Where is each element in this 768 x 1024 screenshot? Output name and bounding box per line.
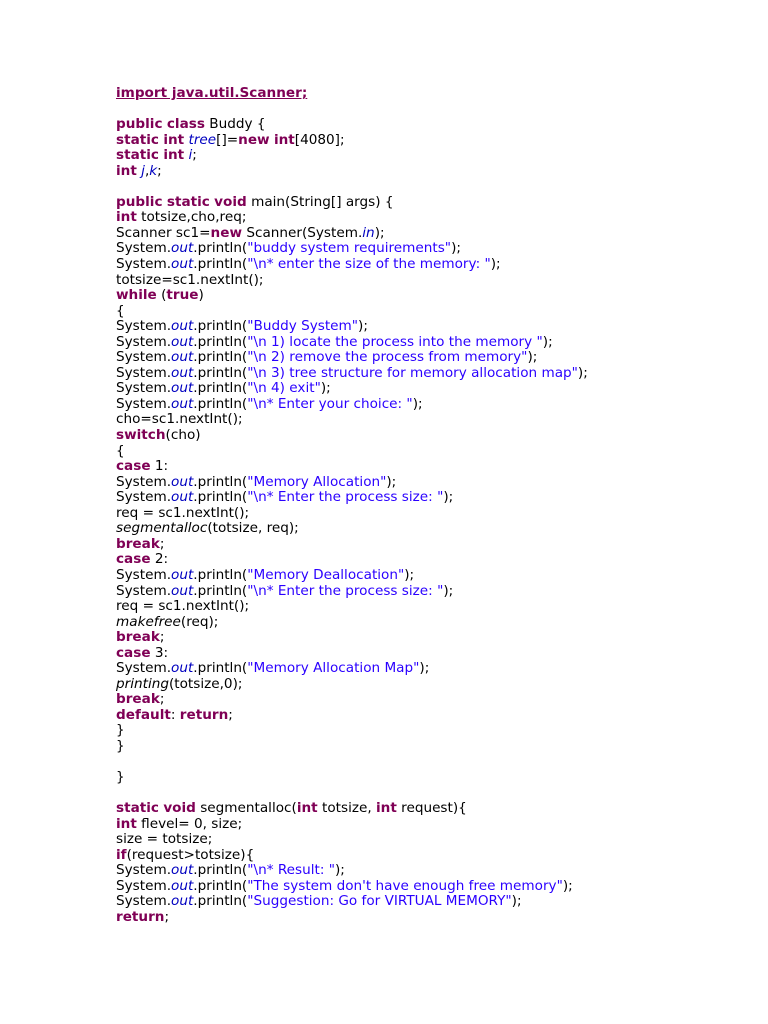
code-token: (cho)	[165, 427, 201, 444]
code-token: return	[179, 706, 229, 723]
code-token: System.	[116, 395, 172, 412]
code-token: i	[188, 147, 193, 164]
code-token: totsize,	[317, 800, 376, 817]
code-line	[116, 568, 736, 584]
code-line	[116, 615, 736, 631]
code-token: );	[443, 489, 454, 506]
code-token: ;	[157, 162, 162, 179]
code-token: static	[116, 800, 159, 817]
code-token: static	[116, 147, 159, 164]
code-line	[116, 226, 736, 242]
code-token: {	[116, 302, 125, 319]
code-token: break	[116, 535, 160, 552]
code-token: int	[163, 147, 185, 164]
code-token: .println(	[193, 566, 248, 583]
code-line	[116, 133, 736, 149]
code-token: in	[362, 224, 375, 241]
code-token: Scanner sc1=	[116, 224, 211, 241]
code-line	[116, 195, 736, 211]
code-token: 3:	[150, 644, 169, 661]
code-line	[116, 708, 736, 724]
code-token: );	[542, 333, 553, 350]
code-token: (totsize, req);	[207, 520, 299, 537]
code-token: "\n* Enter your choice: "	[247, 395, 413, 412]
code-line	[116, 661, 736, 677]
code-token: out	[171, 318, 194, 335]
code-line	[116, 723, 736, 739]
code-token: );	[577, 364, 588, 381]
code-line	[116, 397, 736, 413]
code-token: out	[171, 333, 194, 350]
code-token: default	[116, 706, 171, 723]
code-token: );	[386, 473, 397, 490]
code-token: }	[116, 722, 125, 739]
code-token: );	[412, 395, 423, 412]
code-token: true	[166, 287, 199, 304]
code-token: .println(	[193, 364, 248, 381]
code-line	[116, 692, 736, 708]
code-line	[116, 319, 736, 335]
code-listing	[116, 86, 736, 926]
code-token: return	[116, 908, 165, 925]
code-token: "\n* Enter the process size: "	[247, 489, 444, 506]
code-token: int	[116, 162, 137, 179]
code-token: break	[116, 629, 160, 646]
code-token: void	[163, 800, 196, 817]
code-token: );	[490, 256, 501, 273]
code-token: req = sc1.nextInt();	[116, 598, 250, 615]
code-token: );	[511, 893, 522, 910]
code-token: if	[116, 846, 127, 863]
code-token: j	[141, 162, 145, 179]
code-token: new	[238, 131, 270, 148]
code-token: .println(	[193, 473, 248, 490]
code-token: ,	[144, 162, 150, 179]
code-token: );	[374, 224, 385, 241]
code-token: import java.util.Scanner;	[116, 85, 308, 101]
code-token: out	[171, 566, 194, 583]
code-token: System.	[116, 380, 172, 397]
code-line	[116, 366, 736, 382]
code-line	[116, 584, 736, 600]
code-line	[116, 350, 736, 366]
code-token: int	[116, 209, 137, 226]
code-line	[116, 552, 736, 568]
code-token: req = sc1.nextInt();	[116, 504, 250, 521]
code-line	[116, 412, 736, 428]
code-token: System.	[116, 333, 172, 350]
code-token: while	[116, 287, 157, 304]
blank-line	[116, 179, 736, 195]
code-token: System.	[116, 240, 172, 257]
code-line	[116, 801, 736, 817]
code-token: "\n 2) remove the process from memory"	[247, 349, 528, 366]
code-token: System.	[116, 582, 172, 599]
code-line	[116, 475, 736, 491]
code-token: out	[171, 862, 194, 879]
code-token: []=	[216, 131, 239, 148]
code-token: out	[171, 473, 194, 490]
code-token: case	[116, 458, 151, 475]
code-token: static	[166, 193, 210, 210]
code-token: size = totsize;	[116, 831, 213, 848]
code-token: }	[116, 737, 125, 754]
code-token: int	[376, 800, 397, 817]
code-token: .println(	[193, 333, 248, 350]
code-token: out	[171, 364, 194, 381]
code-token: [4080];	[294, 131, 345, 148]
code-token: );	[419, 660, 430, 677]
code-token: )	[198, 287, 204, 304]
code-token: out	[171, 877, 194, 894]
code-line	[116, 241, 736, 257]
code-token: "\n 4) exit"	[247, 380, 321, 397]
code-token: makefree	[116, 613, 181, 630]
code-token: public	[116, 193, 163, 210]
code-token: System.	[116, 566, 172, 583]
code-token: .println(	[193, 380, 248, 397]
code-token: out	[171, 395, 194, 412]
code-token: int	[163, 131, 185, 148]
code-token: k	[149, 162, 158, 179]
code-line	[116, 335, 736, 351]
code-token: switch	[116, 427, 166, 444]
code-token: .println(	[193, 318, 248, 335]
code-token: Buddy {	[204, 116, 266, 133]
code-token: int	[296, 800, 318, 817]
code-token: System.	[116, 349, 172, 366]
code-token: System.	[116, 364, 172, 381]
code-token: "buddy system requirements"	[247, 240, 452, 257]
code-token: (totsize,0);	[168, 675, 243, 692]
code-line	[116, 459, 736, 475]
code-token: );	[404, 566, 415, 583]
code-line	[116, 257, 736, 273]
code-token: System.	[116, 318, 172, 335]
code-line	[116, 599, 736, 615]
code-token: .println(	[193, 862, 248, 879]
code-token: out	[171, 380, 194, 397]
code-token: out	[171, 349, 194, 366]
code-token: }	[116, 769, 125, 786]
code-token: void	[214, 193, 247, 210]
code-token: out	[171, 256, 194, 273]
code-token: class	[166, 116, 205, 133]
code-token: ;	[228, 706, 233, 723]
code-token: flevel= 0, size;	[136, 815, 243, 832]
code-token: );	[320, 380, 331, 397]
code-line	[116, 521, 736, 537]
code-token: .println(	[193, 582, 248, 599]
code-token: ;	[159, 629, 165, 646]
code-token: out	[171, 489, 194, 506]
code-token: case	[116, 551, 151, 568]
code-token: "Buddy System"	[247, 318, 359, 335]
code-line	[116, 630, 736, 646]
code-line	[116, 381, 736, 397]
code-line	[116, 910, 736, 926]
code-token: System.	[116, 862, 172, 879]
blank-line	[116, 102, 736, 118]
code-token: );	[527, 349, 538, 366]
code-token: totsize=sc1.nextInt();	[116, 271, 264, 288]
code-line	[116, 863, 736, 879]
code-token: ;	[159, 691, 165, 708]
code-token: );	[334, 862, 345, 879]
code-line	[116, 817, 736, 833]
code-token: "\n* Result: "	[247, 862, 335, 879]
code-token: .println(	[193, 240, 248, 257]
code-token: "\n 1) locate the process into the memory "	[247, 333, 543, 350]
code-token: ;	[159, 535, 165, 552]
code-token: System.	[116, 489, 172, 506]
code-line	[116, 894, 736, 910]
code-token: "Memory Deallocation"	[247, 566, 405, 583]
code-token: totsize,cho,req;	[136, 209, 247, 226]
code-token: System.	[116, 473, 172, 490]
code-token: "Memory Allocation"	[247, 473, 387, 490]
code-token: out	[171, 660, 194, 677]
code-token: (request>totsize){	[126, 846, 255, 863]
code-token: case	[116, 644, 151, 661]
code-line	[116, 739, 736, 755]
code-token: out	[171, 582, 194, 599]
code-line	[116, 148, 736, 164]
code-token: .println(	[193, 349, 248, 366]
code-token: ;	[192, 147, 197, 164]
code-line	[116, 677, 736, 693]
code-token: .println(	[193, 877, 248, 894]
code-token: out	[171, 893, 194, 910]
code-token: "The system don't have enough free memory"	[247, 877, 563, 894]
code-token: segmentalloc(	[195, 800, 297, 817]
code-token: );	[358, 318, 368, 335]
code-token: Scanner(System.	[242, 224, 363, 241]
code-token: :	[170, 706, 180, 723]
code-token: break	[116, 691, 160, 708]
code-token: int	[116, 815, 137, 832]
code-token: );	[443, 582, 454, 599]
code-line	[116, 770, 736, 786]
code-line	[116, 879, 736, 895]
code-token: out	[171, 240, 194, 257]
code-line	[116, 304, 736, 320]
blank-line	[116, 755, 736, 771]
code-token: (req);	[180, 613, 219, 630]
code-token: (	[156, 287, 167, 304]
code-token: System.	[116, 877, 172, 894]
code-line	[116, 288, 736, 304]
code-line	[116, 537, 736, 553]
code-line	[116, 117, 736, 133]
code-token: );	[562, 877, 573, 894]
code-token: main(String[] args) {	[246, 193, 394, 210]
code-token: public	[116, 116, 163, 133]
code-token: {	[116, 442, 125, 459]
code-token: tree	[188, 131, 217, 148]
code-line	[116, 646, 736, 662]
code-token: printing	[116, 675, 169, 692]
code-line	[116, 506, 736, 522]
code-line	[116, 164, 736, 180]
code-token: .println(	[193, 489, 248, 506]
code-token: "\n 3) tree structure for memory allocation map"	[247, 364, 578, 381]
code-line	[116, 273, 736, 289]
code-token: request){	[396, 800, 467, 817]
code-token: "\n* enter the size of the memory: "	[247, 256, 491, 273]
blank-line	[116, 786, 736, 802]
code-token: System.	[116, 256, 172, 273]
code-token: );	[451, 240, 461, 257]
code-token: "Memory Allocation Map"	[247, 660, 420, 677]
code-token: .println(	[193, 660, 248, 677]
code-token: "Suggestion: Go for VIRTUAL MEMORY"	[247, 893, 512, 910]
code-token: .println(	[193, 395, 248, 412]
code-token: 1:	[150, 458, 169, 475]
code-line	[116, 832, 736, 848]
code-token: new	[210, 224, 243, 241]
code-token: System.	[116, 893, 172, 910]
code-token: System.	[116, 660, 172, 677]
code-token: .println(	[193, 256, 248, 273]
code-line	[116, 428, 736, 444]
code-token: .println(	[193, 893, 248, 910]
code-token: int	[273, 131, 295, 148]
code-token: segmentalloc	[116, 520, 208, 537]
code-token: ;	[164, 908, 170, 925]
code-line	[116, 490, 736, 506]
code-line	[116, 848, 736, 864]
code-line	[116, 444, 736, 460]
code-line	[116, 86, 736, 102]
code-token: "\n* Enter the process size: "	[247, 582, 444, 599]
code-token: 2:	[150, 551, 169, 568]
code-line	[116, 210, 736, 226]
code-token: static	[116, 131, 159, 148]
code-token: cho=sc1.nextInt();	[116, 411, 243, 428]
